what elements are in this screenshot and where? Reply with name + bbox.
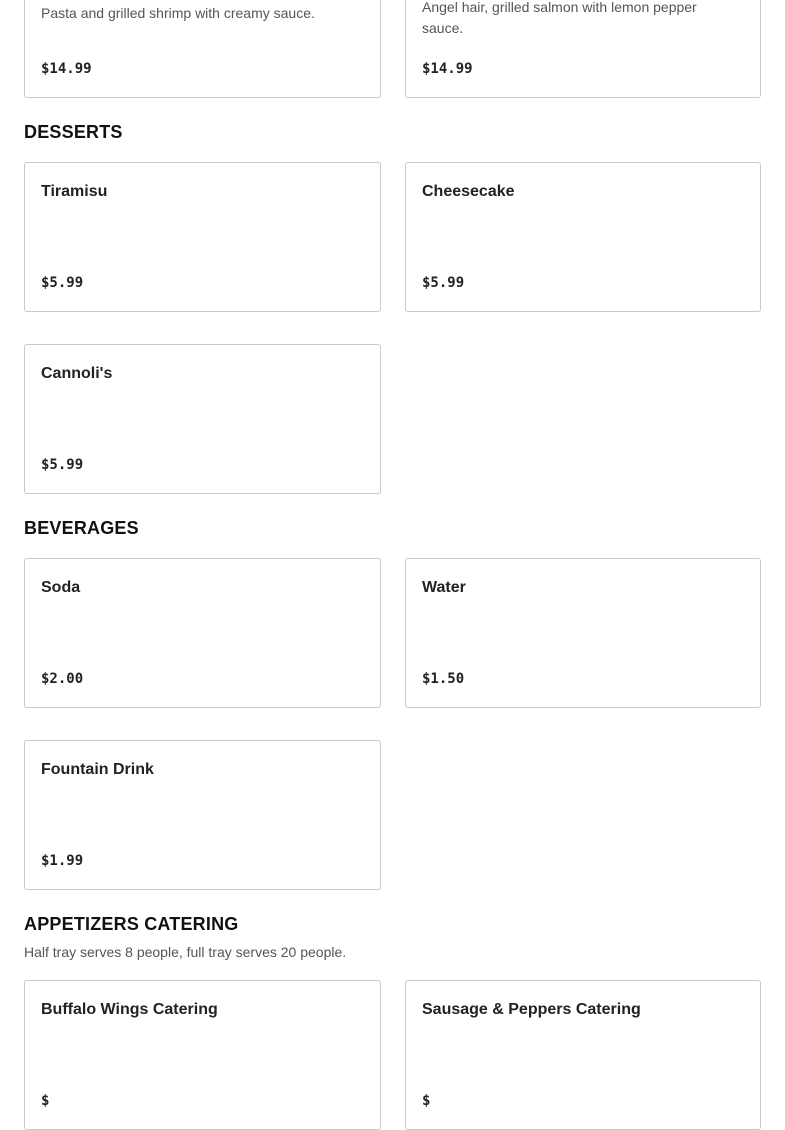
menu-item-name: Sausage & Peppers Catering	[422, 1001, 641, 1018]
menu-item-price: $5.99	[41, 275, 84, 291]
menu-item-price: $1.99	[41, 853, 84, 869]
menu-item-price: $14.99	[422, 61, 473, 77]
menu-item-name: Fountain Drink	[41, 761, 154, 778]
menu-item-name: Buffalo Wings Catering	[41, 1001, 218, 1018]
menu-item-card[interactable]	[405, 980, 761, 1130]
menu-item-card[interactable]	[24, 162, 381, 312]
menu-item-card[interactable]	[24, 344, 381, 494]
menu-item-card[interactable]	[24, 0, 381, 98]
menu-item-price: $14.99	[41, 61, 92, 77]
menu-item-name: Tiramisu	[41, 183, 108, 200]
menu-item-name: Cheesecake	[422, 183, 515, 200]
menu-item-price: $2.00	[41, 671, 84, 687]
menu-item-card[interactable]	[405, 0, 761, 98]
section-title-beverages: BEVERAGES	[24, 518, 139, 538]
menu-item-price: $	[422, 1093, 431, 1109]
menu-item-card[interactable]	[405, 558, 761, 708]
menu-item-name: Cannoli's	[41, 365, 113, 382]
menu-item-price: $5.99	[422, 275, 465, 291]
menu-item-name: Water	[422, 579, 466, 596]
section-title-desserts: DESSERTS	[24, 122, 123, 142]
menu-item-price: $	[41, 1093, 50, 1109]
section-title-appetizers-catering: APPETIZERS CATERING	[24, 914, 239, 934]
menu-item-description: Angel hair, grilled salmon with lemon pepper sauce.	[422, 0, 697, 36]
menu-item-name: Soda	[41, 579, 81, 596]
menu-item-price: $5.99	[41, 457, 84, 473]
menu-item-description: Pasta and grilled shrimp with creamy sauce.	[41, 5, 315, 21]
menu-item-card[interactable]	[24, 558, 381, 708]
menu-item-card[interactable]	[405, 162, 761, 312]
menu-item-card[interactable]	[24, 740, 381, 890]
menu-item-price: $1.50	[422, 671, 465, 687]
section-note: Half tray serves 8 people, full tray serves 20 people.	[24, 944, 347, 960]
menu-item-card[interactable]	[24, 980, 381, 1130]
